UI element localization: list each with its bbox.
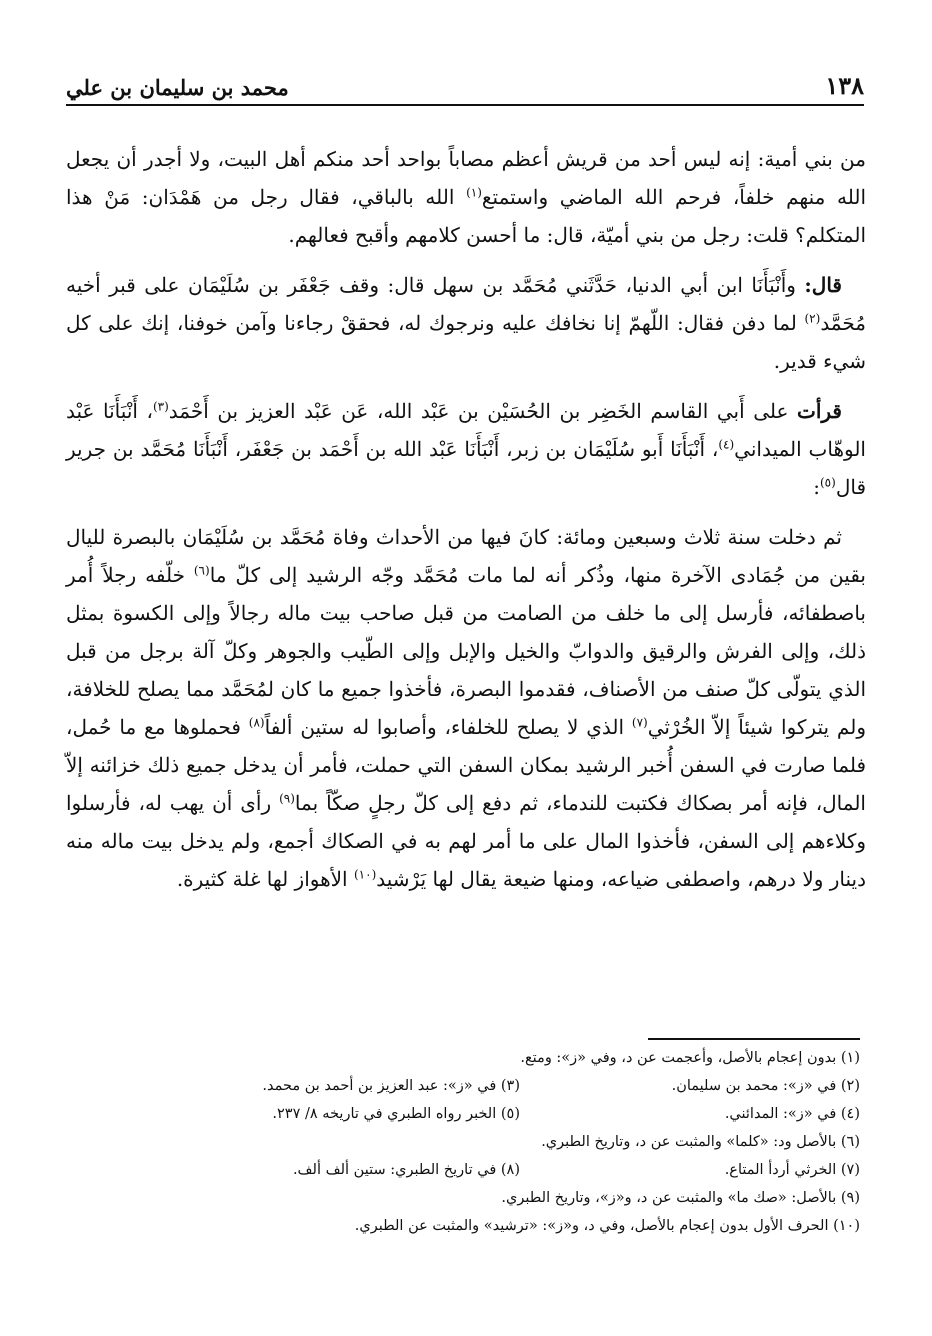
footnote-row: [90, 1100, 860, 1128]
footnote-row: [90, 1184, 860, 1212]
text-run: خلّفه رجلاً أُمر باصطفائه، فأرسل إلى ما خلف من الصامت من قبل صاحب بيت ماله رجالاً وإلى الكسوة بمثل ذلك، وإلى الفرش والرقيق والدوابّ والخيل والإبل وإلى الطّيب والجوهر وكلّ آلة برجل من قبل الذي يتولّى كلّ صنف من الأصناف، فقدموا البصرة، فأخذوا جميع ما كان لمُحَمَّد مما يصلح للخلافة، ولم يتركوا شيئاً إلاّ الخُرْثي: [66, 563, 866, 739]
footnote-ref: (٥): [819, 475, 836, 490]
text-run: :: [813, 475, 820, 499]
footnote-ref: (٧): [631, 715, 648, 730]
footnote-6: (٦) بالأصل ود: «كلما» والمثبت عن د، وتاريخ الطبري.: [541, 1134, 860, 1150]
footnotes: [90, 1044, 860, 1240]
text-run: الأهواز لها غلة كثيرة.: [176, 867, 354, 891]
text-run: على أَبي القاسم الخَضِر بن الحُسَيْن بن عَبْد الله، عَن عَبْد العزيز بن أَحْمَد: [168, 399, 797, 423]
footnote-row: [90, 1072, 860, 1100]
paragraph-lead: قرأت: [797, 399, 842, 423]
paragraph-2: [66, 266, 866, 380]
footnote-ref: (١٠): [353, 867, 377, 882]
paragraph-4: [66, 518, 866, 898]
footnote-5: (٥) الخبر رواه الطبري في تاريخه ٨/ ٢٣٧.: [272, 1106, 520, 1122]
page-header: [66, 64, 864, 106]
footnote-ref: (٨): [248, 715, 265, 730]
text-run: ، أَنْبَأَنَا عَبْد الوهّاب الميداني: [66, 399, 866, 461]
text-run: الذي لا يصلح للخلفاء، وأصابوا له ستين ألفاً: [264, 715, 632, 739]
footnote-ref: (٦): [193, 563, 210, 578]
footnote-separator: [648, 1038, 860, 1040]
main-text: [66, 140, 866, 910]
footnote-9: (٩) بالأصل: «صك ما» والمثبت عن د، و«ز»، وتاريخ الطبري.: [501, 1190, 860, 1206]
footnote-1: (١) بدون إعجام بالأصل، وأعجمت عن د، وفي «ز»: ومتع.: [520, 1050, 860, 1066]
footnote-8: (٨) في تاريخ الطبري: ستين ألف ألف.: [292, 1162, 520, 1178]
text-run: وأَنْبَأَنَا ابن أبي الدنيا، حَدَّثَني مُحَمَّد بن سهل قال: وقف جَعْفَر بن سُلَيْمَان على قبر أخيه مُحَمَّد: [66, 273, 866, 335]
text-run: لما دفن فقال: اللّهمّ إنا نخافك عليه ونرجوك له، فحققْ رجاءنا وآمن خوفنا، إنك على كل شيء قدير.: [66, 311, 866, 373]
paragraph-lead: قال:: [804, 273, 842, 297]
footnote-ref: (١): [466, 185, 482, 200]
running-title: محمد بن سليمان بن علي: [66, 75, 289, 100]
paragraph-3: [66, 392, 866, 506]
footnote-row: [90, 1044, 860, 1072]
footnote-ref: (٤): [718, 437, 735, 452]
text-run: الله بالباقي، فقال رجل من هَمْدَان: مَنْ هذا المتكلم؟ قلت: رجل من بني أميّة، قال: ما أحسن كلامهم وأقبح فعالهم.: [66, 185, 866, 247]
footnote-ref: (٢): [804, 311, 821, 326]
text-run: فحملوها مع ما حُمل، فلما صارت في السفن أُخبر الرشيد بمكان السفن التي حملت، فأمر أن يدخل جميع ذلك خزائنه إلاّ المال، فإنه أمر بصكاك فكتبت للندماء، ثم دفع إلى كلّ رجلٍ صكّاً بما: [66, 715, 866, 815]
footnote-10: (١٠) الحرف الأول بدون إعجام بالأصل، وفي د، و«ز»: «ترشيد» والمثبت عن الطبري.: [354, 1218, 860, 1234]
text-run: ، أَنْبَأَنَا أَبو سُلَيْمَان بن زبر، أَنْبَأَنَا عَبْد الله بن أَحْمَد بن جَعْفَر، أَنْبَأَنَا مُحَمَّد بن جرير قال: [66, 437, 866, 499]
text-run: ثم دخلت سنة ثلاث وسبعين ومائة: كانَ فيها من الأحداث وفاة مُحَمَّد بن سُلَيْمَان بالبصرة لليال بقين من جُمَادى الآخرة منها، وذُكر أنه لما مات مُحَمَّد وجّه الرشيد إلى كلّ ما: [66, 525, 866, 587]
page-number: ١٣٨: [825, 71, 864, 100]
footnote-4: (٤) في «ز»: المدائني.: [724, 1106, 860, 1122]
footnote-7: (٧) الخرثي أردأ المتاع.: [724, 1162, 860, 1178]
text-run: من بني أمية: إنه ليس أحد من قريش أعظم مصاباً بواحد أحد منكم أهل البيت، ولا أجدر أن يجعل الله منهم خلفاً، فرحم الله الماضي واستمتع: [66, 147, 866, 209]
text-run: رأى أن يهب له، فأرسلوا وكلاءهم إلى السفن، فأخذوا المال على ما أمر لهم به في الصكاك أجمع، ولم يدخل بيت ماله منه دينار ولا درهم، واصطفى ضياعه، ومنها ضيعة يقال لها يَرْشيد: [66, 791, 866, 891]
footnote-3: (٣) في «ز»: عبد العزيز بن أحمد بن محمد.: [262, 1078, 520, 1094]
footnote-row: [90, 1128, 860, 1156]
footnote-ref: (٩): [279, 791, 295, 806]
footnote-ref: (٣): [152, 399, 169, 414]
paragraph-1: [66, 140, 866, 254]
footnote-2: (٢) في «ز»: محمد بن سليمان.: [671, 1078, 860, 1094]
footnote-row: [90, 1212, 860, 1240]
footnote-row: [90, 1156, 860, 1184]
